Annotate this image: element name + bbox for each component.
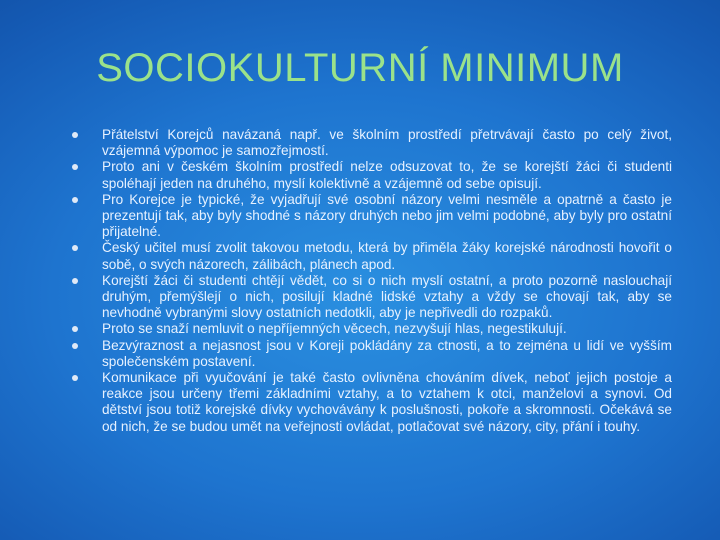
slide-title: SOCIOKULTURNÍ MINIMUM (96, 46, 624, 90)
bullet-text: Český učitel musí zvolit takovou metodu, která by přiměla žáky korejské národnosti hovořit o sobě, o svých názorech, zálibách, plánech apod. (102, 240, 672, 272)
bullet-item (72, 192, 672, 241)
bullet-text: Korejští žáci či studenti chtějí vědět, co si o nich myslí ostatní, a proto pozorně naslouchají druhým, přemýšlejí o nich, posilují kladné lidské vztahy a vždy se chovají tak, aby se nevhodně vybranými slovy ostatních nedotkli, aby je nepřivedli do rozpaků. (102, 272, 672, 321)
bullet-text: Komunikace při vyučování je také často ovlivněna chováním dívek, neboť jejich postoje a reakce jsou určeny třemi základními vztahy, a to vztahem k otci, manželovi a synovi. Od dětství jsou totiž korejské dívky vychovávány k poslušnosti, pokoře a skromnosti. Očekává se od nich, že se budou umět na veřejnosti ovládat, potlačovat své názory, city, přání i touhy. (102, 370, 672, 434)
bullet-dot-icon (72, 326, 78, 332)
bullet-text: Proto se snaží nemluvit o nepříjemných věcech, nezvyšují hlas, negestikulují. (102, 321, 567, 337)
bullet-dot-icon (72, 375, 78, 381)
bullet-dot-icon (72, 164, 78, 170)
bullet-item (72, 159, 672, 191)
bullet-item (72, 321, 672, 337)
bullet-item (72, 273, 672, 322)
bullet-text: Přátelství Korejců navázaná např. ve školním prostředí přetrvávají často po celý život, vzájemná výpomoc je samozřejmostí. (102, 127, 672, 159)
bullet-dot-icon (72, 278, 78, 284)
bullet-dot-icon (72, 132, 78, 138)
bullet-item (72, 127, 672, 159)
bullet-list (72, 127, 672, 435)
bullet-item (72, 338, 672, 370)
bullet-text: Pro Korejce je typické, že vyjadřují své osobní názory velmi nesměle a opatrně a často je prezentují tak, aby byly shodné s názory druhých nebo jim velmi podobné, aby byly pro ostatní přijatelné. (102, 191, 672, 240)
bullet-dot-icon (72, 343, 78, 349)
bullet-dot-icon (72, 245, 78, 251)
bullet-text: Bezvýraznost a nejasnost jsou v Koreji pokládány za ctnosti, a to zejména u lidí ve vyšším společenském postavení. (102, 337, 672, 369)
bullet-item (72, 370, 672, 435)
bullet-dot-icon (72, 197, 78, 203)
bullet-text: Proto ani v českém školním prostředí nelze odsuzovat to, že se korejští žáci či studenti spoléhají jeden na druhého, myslí kolektivně a vzájemně od sebe opisují. (102, 159, 672, 191)
bullet-item (72, 240, 672, 272)
